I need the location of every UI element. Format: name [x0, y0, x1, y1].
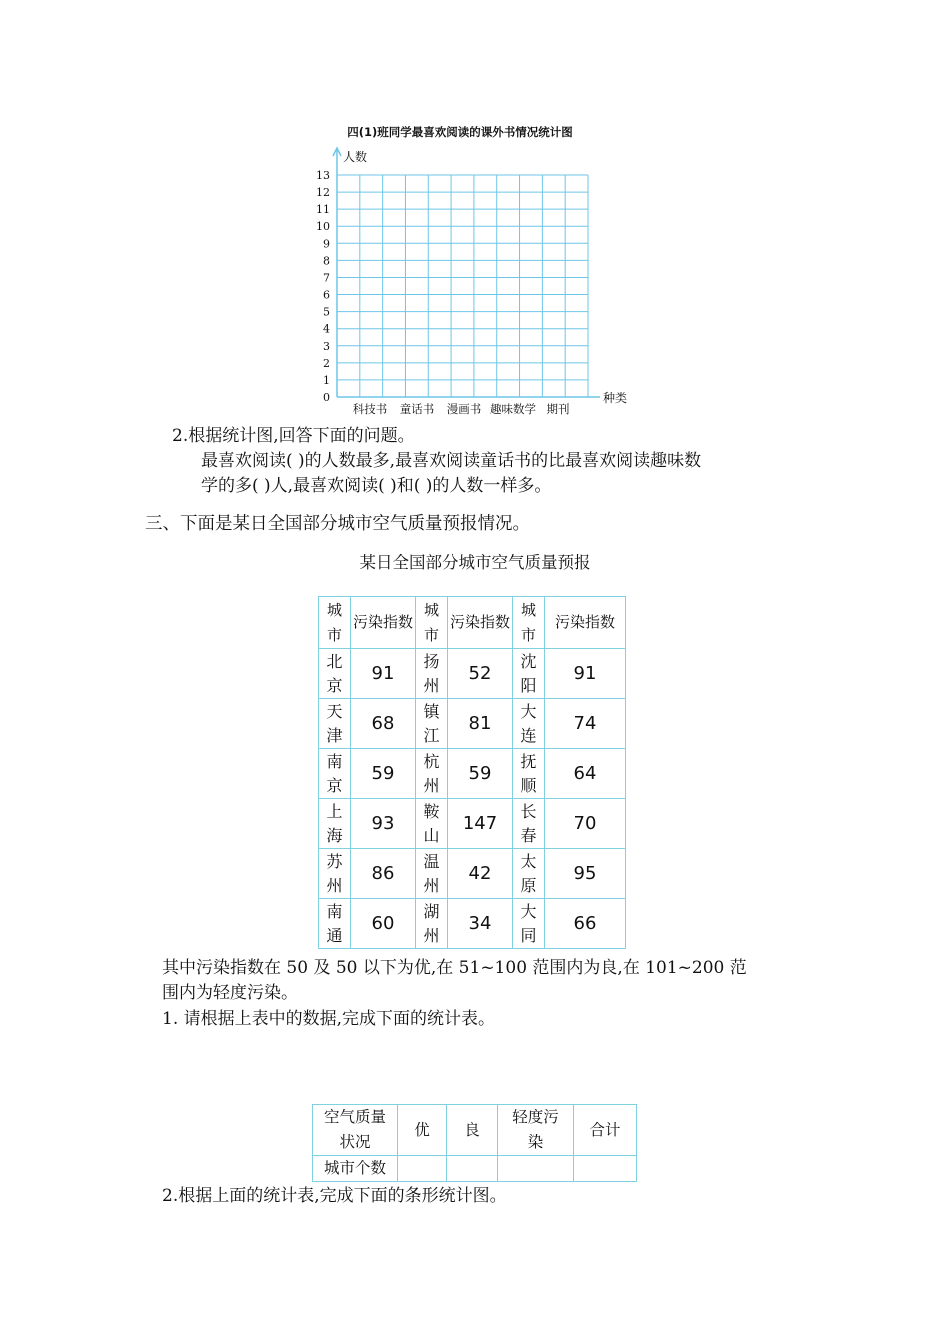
- city-name-cell: [513, 749, 545, 799]
- pollution-index-cell: 91: [545, 649, 626, 699]
- city-name: 太原: [520, 851, 537, 895]
- city-name-cell: [416, 799, 448, 849]
- city-name: 抚顺: [520, 751, 537, 795]
- city-name: 湖州: [423, 901, 440, 945]
- city-name: 鞍山: [423, 801, 440, 845]
- pollution-index-cell: 86: [351, 849, 416, 899]
- chart-axes: [333, 148, 600, 397]
- table-body: [319, 649, 626, 949]
- pollution-index-cell: 81: [448, 699, 513, 749]
- city-name-cell: [319, 699, 351, 749]
- pollution-index-cell: 147: [448, 799, 513, 849]
- city-name-cell: [319, 649, 351, 699]
- y-tick-label: 5: [323, 305, 330, 319]
- header-city: [416, 597, 448, 649]
- city-name-cell: [319, 749, 351, 799]
- table-row: [319, 749, 626, 799]
- table-row: [319, 699, 626, 749]
- city-name-cell: [416, 649, 448, 699]
- pollution-index-cell: 59: [448, 749, 513, 799]
- city-name-cell: [416, 749, 448, 799]
- pollution-index-cell: 68: [351, 699, 416, 749]
- city-name: 上海: [326, 801, 343, 845]
- stats-data-row: [313, 1156, 637, 1182]
- city-name: 苏州: [326, 851, 343, 895]
- table-row: [319, 849, 626, 899]
- stats-header-you: 优: [398, 1105, 447, 1156]
- city-name: 杭州: [423, 751, 440, 795]
- stats-head2: 状况: [339, 1133, 371, 1151]
- y-tick-label: 2: [323, 356, 330, 370]
- stats-row-label: 城市个数: [313, 1156, 398, 1182]
- table-row: [319, 799, 626, 849]
- stats-cell-liang[interactable]: [447, 1156, 498, 1182]
- city-name: 南通: [326, 901, 343, 945]
- x-category-label: 期刊: [546, 402, 570, 415]
- city-name: 扬州: [423, 651, 440, 695]
- table-title: 某日全国部分城市空气质量预报: [359, 553, 591, 572]
- pollution-index-cell: 70: [545, 799, 626, 849]
- air-quality-table: [318, 596, 626, 949]
- city-name-cell: [416, 899, 448, 949]
- city-name: 大同: [520, 901, 537, 945]
- header-index: [448, 597, 513, 649]
- city-name-cell: [319, 799, 351, 849]
- y-tick-label: 12: [316, 186, 330, 200]
- y-tick-label: 10: [316, 220, 330, 234]
- bar-chart-grid: [300, 140, 640, 415]
- table-row: [319, 649, 626, 699]
- header-city: [319, 597, 351, 649]
- city-name: 镇江: [423, 701, 440, 745]
- city-name-cell: [416, 849, 448, 899]
- pollution-index-cell: 52: [448, 649, 513, 699]
- table-row: [319, 899, 626, 949]
- city-name-cell: [513, 849, 545, 899]
- y-tick-label: 8: [323, 254, 330, 268]
- y-tick-label: 1: [323, 373, 330, 387]
- pollution-index-cell: 95: [545, 849, 626, 899]
- city-name-cell: [513, 899, 545, 949]
- header-city: [513, 597, 545, 649]
- pollution-index-cell: 64: [545, 749, 626, 799]
- x-category-labels: [353, 402, 570, 415]
- q2-line1: 最喜欢阅读( )的人数最多,最喜欢阅读童话书的比最喜欢阅读趣味数: [201, 451, 702, 471]
- stats-header-total: 合计: [574, 1105, 637, 1156]
- y-tick-label: 6: [323, 288, 330, 302]
- header-index-text: 污染指数: [353, 613, 414, 631]
- y-tick-label: 9: [323, 237, 330, 251]
- y-tick-label: 0: [323, 391, 330, 404]
- city-name-cell: [513, 649, 545, 699]
- city-name: 大连: [520, 701, 537, 745]
- stats-head1: 空气质量: [323, 1108, 386, 1126]
- pollution-index-cell: 34: [448, 899, 513, 949]
- pollution-index-cell: 74: [545, 699, 626, 749]
- q2-heading: 2.根据统计图,回答下面的问题。: [172, 426, 415, 446]
- stats-header-light: [498, 1105, 574, 1156]
- y-axis-label: 人数: [343, 150, 368, 164]
- header-index-text: 污染指数: [554, 613, 615, 631]
- city-name-cell: [319, 899, 351, 949]
- stats-cell-you[interactable]: [398, 1156, 447, 1182]
- chart-title: 四(1)班同学最喜欢阅读的课外书情况统计图: [347, 125, 573, 139]
- x-category-label: 趣味数学: [490, 402, 536, 415]
- pollution-index-cell: 66: [545, 899, 626, 949]
- stats-header-quality: [313, 1105, 398, 1156]
- city-name: 天津: [326, 701, 343, 745]
- city-name-cell: [416, 699, 448, 749]
- section3-heading: 三、下面是某日全国部分城市空气质量预报情况。: [145, 514, 530, 534]
- header-index-text: 污染指数: [450, 613, 511, 631]
- stats-cell-light[interactable]: [498, 1156, 574, 1182]
- header-index: [351, 597, 416, 649]
- q2-line2: 学的多( )人,最喜欢阅读( )和( )的人数一样多。: [201, 476, 552, 496]
- stats-light1: 轻度污: [512, 1108, 559, 1126]
- header-city-text: 城市: [521, 600, 537, 644]
- x-axis-label: 种类: [603, 391, 628, 405]
- y-tick-labels: [316, 169, 330, 404]
- city-name: 沈阳: [520, 651, 537, 695]
- chart-grid: [337, 175, 588, 397]
- q1-text: 1. 请根据上表中的数据,完成下面的统计表。: [162, 1009, 496, 1029]
- city-name: 温州: [423, 851, 440, 895]
- city-name: 长春: [520, 801, 537, 845]
- pollution-index-cell: 60: [351, 899, 416, 949]
- table-header-row: [319, 597, 626, 649]
- pollution-index-cell: 42: [448, 849, 513, 899]
- city-name: 北京: [326, 651, 343, 695]
- header-index: [545, 597, 626, 649]
- y-tick-label: 3: [323, 339, 330, 353]
- city-name-cell: [319, 849, 351, 899]
- y-tick-label: 13: [316, 169, 330, 182]
- header-city-text: 城市: [327, 600, 343, 644]
- city-name: 南京: [326, 751, 343, 795]
- city-name-cell: [513, 699, 545, 749]
- y-tick-label: 4: [323, 322, 330, 336]
- y-tick-label: 11: [316, 203, 330, 217]
- stats-header-liang: 良: [447, 1105, 498, 1156]
- stats-cell-total[interactable]: [574, 1156, 637, 1182]
- note-line2: 围内为轻度污染。: [162, 983, 298, 1003]
- x-category-label: 科技书: [352, 402, 388, 415]
- stats-header-row: [313, 1105, 637, 1156]
- stats-table: [312, 1104, 637, 1182]
- pollution-index-cell: 59: [351, 749, 416, 799]
- header-city-text: 城市: [424, 600, 440, 644]
- x-category-label: 漫画书: [446, 402, 482, 415]
- x-category-label: 童话书: [399, 402, 435, 415]
- note-line1: 其中污染指数在 50 及 50 以下为优,在 51~100 范围内为良,在 101~200 范: [162, 958, 747, 978]
- pollution-index-cell: 93: [351, 799, 416, 849]
- y-tick-label: 7: [323, 271, 330, 285]
- city-name-cell: [513, 799, 545, 849]
- q2-bar-chart-text: 2.根据上面的统计表,完成下面的条形统计图。: [162, 1186, 507, 1206]
- stats-light2: 染: [527, 1133, 544, 1151]
- pollution-index-cell: 91: [351, 649, 416, 699]
